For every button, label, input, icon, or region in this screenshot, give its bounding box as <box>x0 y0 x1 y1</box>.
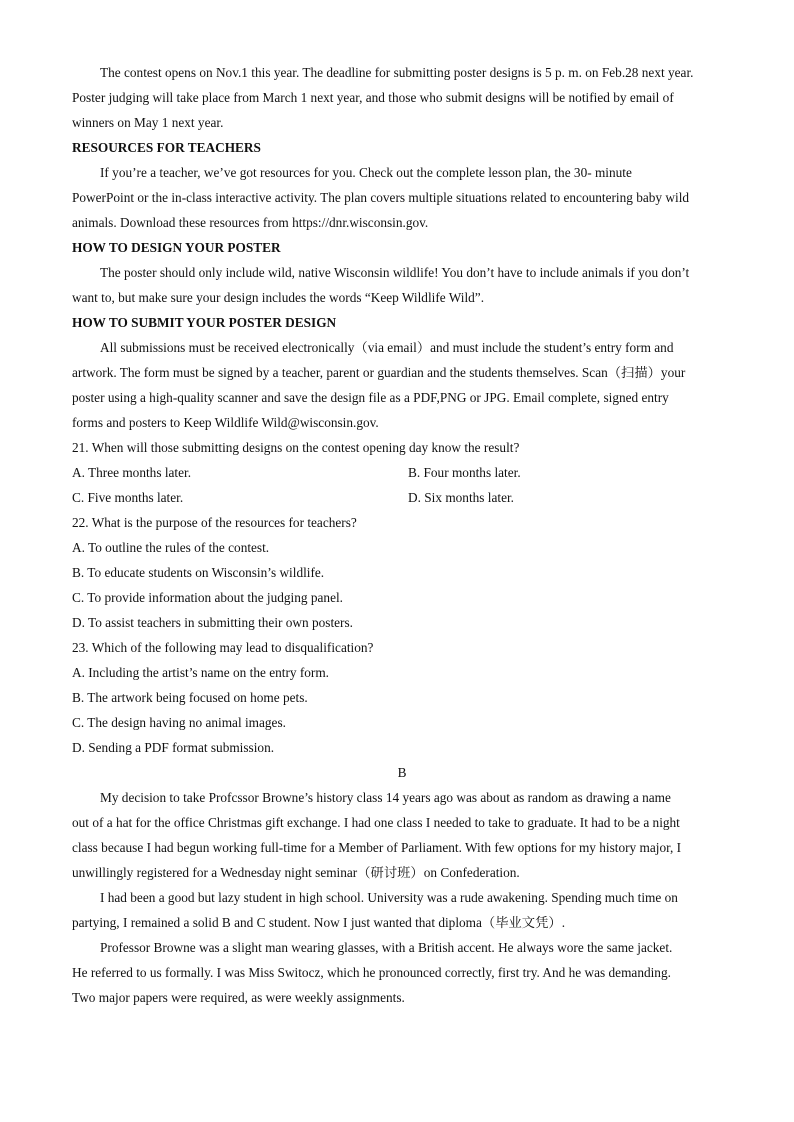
text-line: forms and posters to Keep Wildlife Wild@wisconsin.gov. <box>72 415 379 430</box>
section-heading-design: HOW TO DESIGN YOUR POSTER <box>72 240 281 255</box>
option-b: B. Four months later. <box>408 465 521 480</box>
option-c: C. The design having no animal images. <box>72 715 286 730</box>
option-d: D. To assist teachers in submitting their own posters. <box>72 615 353 630</box>
text-line: I had been a good but lazy student in high school. University was a rude awakening. Spending much time on <box>100 890 678 905</box>
text-line: animals. Download these resources from https://dnr.wisconsin.gov. <box>72 215 429 230</box>
passage-a-paragraph-3 <box>72 260 732 310</box>
text-line: Poster judging will take place from March 1 next year, and those who submit designs will be notified by email of <box>72 90 674 105</box>
passage-b-paragraph-1 <box>72 785 732 885</box>
text-line: artwork. The form must be signed by a teacher, parent or guardian and the students themselves. Scan（扫描）your <box>72 365 686 380</box>
text-line: out of a hat for the office Christmas gift exchange. I had one class I needed to take to graduate. It had to be a night <box>72 815 680 830</box>
option-a: A. To outline the rules of the contest. <box>72 540 270 555</box>
text-line: He referred to us formally. I was Miss Switocz, which he pronounced correctly, first try. And he was demanding. <box>72 965 671 980</box>
option-b: B. The artwork being focused on home pets. <box>72 690 308 705</box>
question-stem: 21. When will those submitting designs on the contest opening day know the result? <box>72 440 520 455</box>
text-line: want to, but make sure your design includes the words “Keep Wildlife Wild”. <box>72 290 485 305</box>
exam-page <box>72 60 732 1010</box>
text-line: If you’re a teacher, we’ve got resources for you. Check out the complete lesson plan, the 30- minute <box>100 165 632 180</box>
section-heading-submit: HOW TO SUBMIT YOUR POSTER DESIGN <box>72 315 337 330</box>
question-stem: 22. What is the purpose of the resources for teachers? <box>72 515 357 530</box>
passage-a-paragraph-2 <box>72 160 732 235</box>
text-line: My decision to take Profcssor Browne’s history class 14 years ago was about as random as drawing a name <box>100 790 671 805</box>
option-b: B. To educate students on Wisconsin’s wildlife. <box>72 565 325 580</box>
passage-a-paragraph-1 <box>72 60 732 135</box>
text-line: Professor Browne was a slight man wearing glasses, with a British accent. He always wore the same jacket. <box>100 940 673 955</box>
option-c: C. Five months later. <box>72 490 184 505</box>
text-line: Two major papers were required, as were weekly assignments. <box>72 990 405 1005</box>
question-23 <box>72 635 732 760</box>
passage-b-paragraph-3 <box>72 935 732 1010</box>
option-row <box>72 460 732 485</box>
option-d: D. Six months later. <box>408 490 515 505</box>
option-c: C. To provide information about the judging panel. <box>72 590 343 605</box>
text-line: poster using a high-quality scanner and save the design file as a PDF,PNG or JPG. Email complete, signed entry <box>72 390 669 405</box>
passage-b-paragraph-2 <box>72 885 732 935</box>
option-d: D. Sending a PDF format submission. <box>72 740 275 755</box>
text-line: winners on May 1 next year. <box>72 115 224 130</box>
text-line: PowerPoint or the in-class interactive activity. The plan covers multiple situations related to encountering baby wild <box>72 190 690 205</box>
text-line: partying, I remained a solid B and C student. Now I just wanted that diploma（毕业文凭）. <box>72 915 566 930</box>
text-line: All submissions must be received electronically（via email）and must include the student’s entry form and <box>100 340 674 355</box>
passage-a-paragraph-4 <box>72 335 732 435</box>
passage-b-title: B <box>397 765 407 780</box>
option-a: A. Including the artist’s name on the entry form. <box>72 665 330 680</box>
text-line: unwillingly registered for a Wednesday night seminar（研讨班）on Confederation. <box>72 865 520 880</box>
text-line: The contest opens on Nov.1 this year. The deadline for submitting poster designs is 5 p. m. on Feb.28 next year. <box>100 65 694 80</box>
text-line: class because I had begun working full-time for a Member of Parliament. With few options for my history major, I <box>72 840 682 855</box>
question-21 <box>72 435 732 510</box>
option-a: A. Three months later. <box>72 465 192 480</box>
question-22 <box>72 510 732 635</box>
question-stem: 23. Which of the following may lead to disqualification? <box>72 640 374 655</box>
option-row <box>72 485 732 510</box>
text-line: The poster should only include wild, native Wisconsin wildlife! You don’t have to include animals if you don’t <box>100 265 690 280</box>
section-heading-resources: RESOURCES FOR TEACHERS <box>72 140 261 155</box>
